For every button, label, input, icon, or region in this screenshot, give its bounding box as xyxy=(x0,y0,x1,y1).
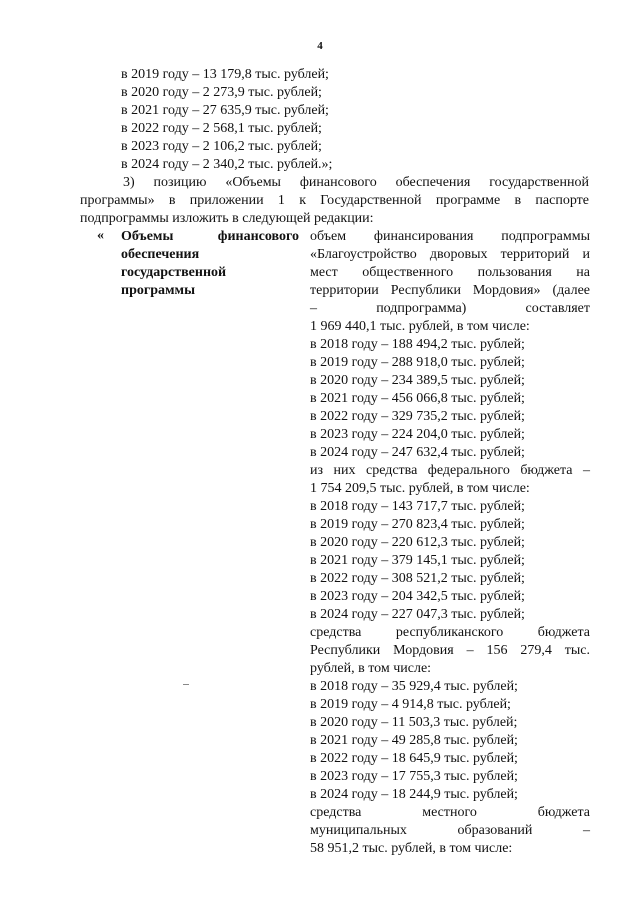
funding-line: в 2022 году – 329 735,2 тыс. рублей; xyxy=(310,409,525,424)
scan-artifact xyxy=(183,684,189,685)
funding-line: муниципальных образований – xyxy=(310,823,590,838)
funding-line: в 2023 году – 224 204,0 тыс. рублей; xyxy=(310,427,525,442)
funding-line: территории Республики Мордовия» (далее xyxy=(310,283,590,298)
funding-line: в 2020 году – 11 503,3 тыс. рублей; xyxy=(310,715,518,730)
funding-line: в 2020 году – 220 612,3 тыс. рублей; xyxy=(310,535,525,550)
intro-year-list xyxy=(121,66,591,174)
funding-line: 1 754 209,5 тыс. рублей, в том числе: xyxy=(310,481,530,496)
funding-line: в 2023 году – 204 342,5 тыс. рублей; xyxy=(310,589,525,604)
funding-line: в 2024 году – 247 632,4 тыс. рублей; xyxy=(310,445,525,460)
funding-line: – подпрограмма) составляет xyxy=(310,301,590,316)
funding-line: из них средства федерального бюджета – xyxy=(310,463,590,478)
funding-line: в 2018 году – 35 929,4 тыс. рублей; xyxy=(310,679,518,694)
position-title-line: обеспечения xyxy=(121,247,200,262)
funding-line: в 2024 году – 18 244,9 тыс. рублей; xyxy=(310,787,518,802)
position-title-line xyxy=(121,228,299,246)
funding-line: средства республиканского бюджета xyxy=(310,625,590,640)
position-title-line: государственной xyxy=(121,265,227,280)
opening-quote-mark: « xyxy=(97,228,104,243)
intro-line: в 2019 году – 13 179,8 тыс. рублей; xyxy=(121,67,329,82)
intro-line: в 2024 году – 2 340,2 тыс. рублей.»; xyxy=(121,157,333,172)
funding-line: объем финансирования подпрограммы xyxy=(310,229,590,244)
funding-line: в 2022 году – 18 645,9 тыс. рублей; xyxy=(310,751,518,766)
funding-line: 1 969 440,1 тыс. рублей, в том числе: xyxy=(310,319,530,334)
intro-line: в 2021 году – 27 635,9 тыс. рублей; xyxy=(121,103,329,118)
position-title xyxy=(121,228,299,300)
page-number: 4 xyxy=(317,40,323,52)
paragraph-line: 3) позицию «Объемы финансового обеспечения государственной xyxy=(123,175,589,190)
funding-description xyxy=(310,228,590,858)
funding-line: мест общественного пользования на xyxy=(310,265,590,280)
funding-line: средства местного бюджета xyxy=(310,805,590,820)
funding-line: в 2021 году – 49 285,8 тыс. рублей; xyxy=(310,733,518,748)
position-title-line: программы xyxy=(121,283,195,298)
funding-line: «Благоустройство дворовых территорий и xyxy=(310,247,590,262)
funding-line: в 2018 году – 143 717,7 тыс. рублей; xyxy=(310,499,525,514)
funding-line: в 2024 году – 227 047,3 тыс. рублей; xyxy=(310,607,525,622)
intro-line: в 2020 году – 2 273,9 тыс. рублей; xyxy=(121,85,322,100)
amendment-paragraph xyxy=(80,174,589,228)
funding-line: в 2019 году – 288 918,0 тыс. рублей; xyxy=(310,355,525,370)
intro-line: в 2023 году – 2 106,2 тыс. рублей; xyxy=(121,139,322,154)
funding-line: в 2023 году – 17 755,3 тыс. рублей; xyxy=(310,769,518,784)
funding-line: Республики Мордовия – 156 279,4 тыс. xyxy=(310,643,590,658)
paragraph-line: подпрограммы изложить в следующей редакции: xyxy=(80,211,374,226)
intro-line: в 2022 году – 2 568,1 тыс. рублей; xyxy=(121,121,322,136)
funding-line: 58 951,2 тыс. рублей, в том числе: xyxy=(310,841,513,856)
funding-line: рублей, в том числе: xyxy=(310,661,432,676)
funding-line: в 2021 году – 379 145,1 тыс. рублей; xyxy=(310,553,525,568)
funding-line: в 2019 году – 4 914,8 тыс. рублей; xyxy=(310,697,511,712)
funding-line: в 2019 году – 270 823,4 тыс. рублей; xyxy=(310,517,525,532)
paragraph-line: программы» в приложении 1 к Государственной программе в паспорте xyxy=(80,193,589,208)
funding-line: в 2022 году – 308 521,2 тыс. рублей; xyxy=(310,571,525,586)
position-title-word: Объемы xyxy=(121,229,174,244)
position-title-word: финансового xyxy=(217,229,299,244)
funding-line: в 2018 году – 188 494,2 тыс. рублей; xyxy=(310,337,525,352)
funding-line: в 2020 году – 234 389,5 тыс. рублей; xyxy=(310,373,525,388)
funding-line: в 2021 году – 456 066,8 тыс. рублей; xyxy=(310,391,525,406)
